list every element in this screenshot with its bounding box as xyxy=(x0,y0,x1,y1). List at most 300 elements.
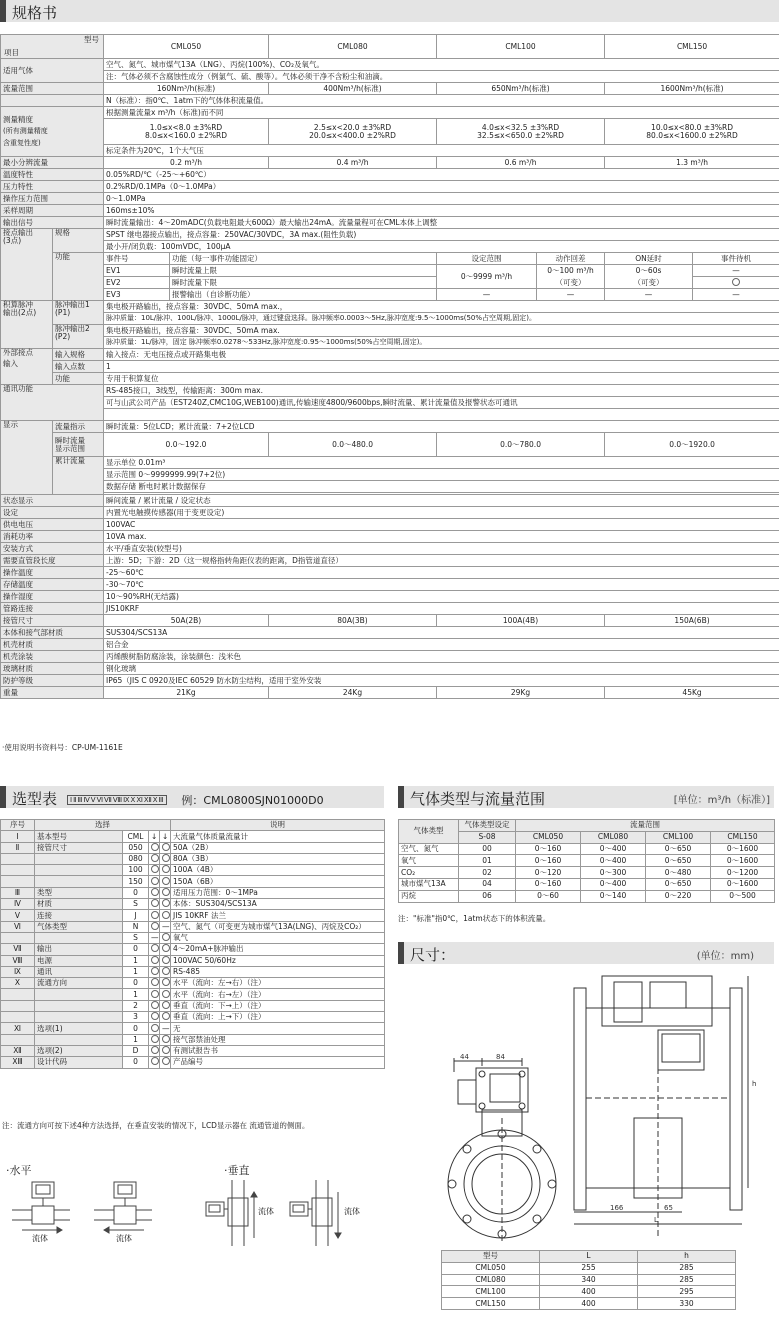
row-value: 0.2%RD/0.1MPa（0～1.0MPa） xyxy=(104,181,779,193)
sel-mark xyxy=(160,910,171,921)
sel-desc: 50A（2B） xyxy=(171,842,385,853)
model-080: CML080 xyxy=(269,35,437,59)
sel-desc: 80A（3B） xyxy=(171,853,385,864)
sel-code: CML xyxy=(123,831,149,842)
sel-code: 3 xyxy=(123,1012,149,1023)
row-value: 可与山武公司产品（EST240Z,CMC10G,WEB100)通讯,传输速度4800/9600bps,瞬时流量、累计流量值及报警状态可通讯 xyxy=(104,397,779,409)
selection-header xyxy=(0,786,384,808)
ev-number: EV3 xyxy=(104,289,170,301)
section-bar xyxy=(398,786,404,808)
acc-050: 1.0≤x<8.0 ±3%RD 8.0≤x<160.0 ±2%RD xyxy=(104,119,269,145)
gas-value: 0～1600 xyxy=(711,843,775,855)
sel-no: Ⅳ xyxy=(1,899,35,910)
selection-row xyxy=(1,944,385,955)
gas-row xyxy=(399,878,775,890)
sel-item xyxy=(35,989,123,1000)
row-value: 100VAC xyxy=(104,519,779,531)
sel-code: 100 xyxy=(123,865,149,876)
flow-word: 流体 xyxy=(344,1207,360,1216)
gas-type: 氧气 xyxy=(399,855,459,867)
sel-item: 输出 xyxy=(35,944,123,955)
sel-desc: 空气、氮气（可变更为城市煤气13A(LNG)、丙烷及CO₂） xyxy=(171,921,385,932)
spec-title: 规格书 xyxy=(12,4,58,22)
row-label: 输入规格 xyxy=(53,349,104,361)
gas-table xyxy=(398,819,775,903)
sel-no xyxy=(1,853,35,864)
dims-head: L xyxy=(540,1251,638,1263)
dims-row xyxy=(442,1298,736,1310)
flow-word: 流体 xyxy=(258,1207,274,1216)
gas-header xyxy=(398,786,774,808)
model-050: CML050 xyxy=(104,35,269,59)
sel-code: N xyxy=(123,921,149,932)
p1-label: 脉冲输出1 (P1) xyxy=(53,301,104,325)
model-150: CML150 xyxy=(605,35,779,59)
sel-mark xyxy=(149,966,160,977)
sel-item: 选项(1) xyxy=(35,1023,123,1034)
row-label: 累计流量 xyxy=(53,457,104,495)
circle-icon xyxy=(162,899,170,907)
sel-mark xyxy=(160,899,171,910)
sel-code: 0 xyxy=(123,978,149,989)
sel-no: Ⅸ xyxy=(1,966,35,977)
row-label: 需要直管段长度 xyxy=(1,555,104,567)
row-value: 标定条件为20℃，1个大气压 xyxy=(104,145,779,157)
ev-head: 功能（每一事件功能固定） xyxy=(170,253,437,265)
vertical-down-diagram xyxy=(290,1180,341,1246)
sel-code: 150 xyxy=(123,876,149,887)
ev-range: — xyxy=(437,289,537,301)
circle-icon xyxy=(162,843,170,851)
sel-desc: 水平（流向：左→右）（注） xyxy=(171,978,385,989)
gas-value: 00 xyxy=(459,843,516,855)
sel-mark xyxy=(149,1057,160,1068)
row-label: 操作温度 xyxy=(1,567,104,579)
sel-desc: 氧气 xyxy=(171,932,385,943)
sel-no xyxy=(1,865,35,876)
sel-code: 080 xyxy=(123,853,149,864)
gas-value: 0～120 xyxy=(516,867,581,879)
selection-row xyxy=(1,899,385,910)
selection-row xyxy=(1,853,385,864)
row-value: 0.4 m³/h xyxy=(269,157,437,169)
sel-mark xyxy=(149,876,160,887)
sel-mark xyxy=(160,876,171,887)
sel-head: 选择 xyxy=(35,820,171,831)
row-value: 10～90%RH(无结露) xyxy=(104,591,779,603)
gas-title: 气体类型与流量范围 xyxy=(410,790,546,808)
row-value: 瞬时流量：5位LCD；累计流量：7+2位LCD xyxy=(104,421,779,433)
sel-desc: 有测试报告书 xyxy=(171,1045,385,1056)
gas-value: 04 xyxy=(459,878,516,890)
dims-title: 尺寸： xyxy=(410,946,456,964)
circle-icon xyxy=(162,888,170,896)
row-value: 瞬间流量 / 累计流量 / 设定状态 xyxy=(104,495,779,507)
acc-100: 4.0≤x<32.5 ±3%RD 32.5≤x<650.0 ±2%RD xyxy=(437,119,605,145)
dim-65: 65 xyxy=(664,1204,673,1212)
sel-item: 材质 xyxy=(35,899,123,910)
row-value: 脉冲质量：1L/脉冲，固定 脉冲频率0.0278～533Hz,脉冲宽度:0.95～1000ms(50%占空周期,固定)。 xyxy=(104,337,779,349)
sel-item xyxy=(35,1012,123,1023)
ev-number: EV2 xyxy=(104,277,170,289)
row-value: 0.0～192.0 xyxy=(104,433,269,457)
row-value: 输入接点：无电压接点或开路集电极 xyxy=(104,349,779,361)
row-value: 400Nm³/h(标准) xyxy=(269,83,437,95)
selection-row xyxy=(1,876,385,887)
sel-mark: — xyxy=(149,932,160,943)
ev-number: EV1 xyxy=(104,265,170,277)
row-label: 供电电压 xyxy=(1,519,104,531)
row-value: 0.0～480.0 xyxy=(269,433,437,457)
sel-item xyxy=(35,865,123,876)
circle-icon xyxy=(151,956,159,964)
front-view xyxy=(574,976,748,1238)
row-value: 集电极开路输出，接点容量：30VDC、50mA max. xyxy=(104,325,779,337)
dims-row xyxy=(442,1262,736,1274)
circle-icon xyxy=(151,1057,159,1065)
dims-head: h xyxy=(638,1251,736,1263)
circle-icon xyxy=(162,990,170,998)
row-value: 水平/垂直安装(较型号) xyxy=(104,543,779,555)
sel-no xyxy=(1,989,35,1000)
row-value: 脉冲质量：10L/脉冲、100L/脉冲、1000L/脉冲，通过键盘选择。脉冲频率0.0003～5Hz,脉冲宽度:9.5～1000ms(50%占空周期,固定)。 xyxy=(104,313,779,325)
sel-desc: 垂直（流向：下→上）（注） xyxy=(171,1000,385,1011)
sel-mark xyxy=(160,842,171,853)
sel-desc: 无 xyxy=(171,1023,385,1034)
row-label: 接管尺寸 xyxy=(1,615,104,627)
row-value: 集电极开路输出，接点容量：30VDC、50mA max.， xyxy=(104,301,779,313)
sel-no: Ⅷ xyxy=(1,955,35,966)
selection-rows xyxy=(1,831,385,1068)
row-label: 显示 xyxy=(1,421,53,495)
row-label: 消耗功率 xyxy=(1,531,104,543)
row-label: 流量范围 xyxy=(1,83,104,95)
gas-value: 0～400 xyxy=(581,843,646,855)
section-bar xyxy=(0,0,6,22)
selection-row xyxy=(1,1023,385,1034)
gas-model: CML050 xyxy=(516,831,581,843)
sel-code: 1 xyxy=(123,1034,149,1045)
row-label: 输出信号 xyxy=(1,217,104,229)
dim-h: h xyxy=(752,1080,757,1088)
side-view xyxy=(448,1058,556,1243)
sel-item xyxy=(35,853,123,864)
sel-desc: 4～20mA+脉冲输出 xyxy=(171,944,385,955)
dims-head: 型号 xyxy=(442,1251,540,1263)
sel-mark xyxy=(160,865,171,876)
sel-no: Ⅵ xyxy=(1,921,35,932)
sel-desc: 150A（6B） xyxy=(171,876,385,887)
flow-word: 流体 xyxy=(116,1234,132,1243)
sel-mark: ↓ xyxy=(160,831,171,842)
selection-row xyxy=(1,989,385,1000)
row-value: 丙烯酸树脂防腐涂装，涂装颜色：浅米色 xyxy=(104,651,779,663)
ext-label: 外部接点 输入 xyxy=(1,349,53,385)
vertical-label: ·垂直 xyxy=(224,1164,250,1177)
sel-mark xyxy=(149,853,160,864)
circle-icon xyxy=(162,877,170,885)
row-label: 压力特性 xyxy=(1,181,104,193)
row-label: 流量指示 xyxy=(53,421,104,433)
sel-mark xyxy=(149,955,160,966)
sel-item xyxy=(35,876,123,887)
circle-icon xyxy=(162,911,170,919)
p2-label: 脉冲输出2 (P2) xyxy=(53,325,104,349)
sel-desc: RS-485 xyxy=(171,966,385,977)
row-label: 温度特性 xyxy=(1,169,104,181)
sel-no: Ⅲ xyxy=(1,887,35,898)
row-value: 上游：5D；下游：2D（这一规格指转角距仪表的距离，D指管道直径） xyxy=(104,555,779,567)
row-value: 50A(2B) xyxy=(104,615,269,627)
flow-word: 流体 xyxy=(32,1234,48,1243)
sel-item xyxy=(35,1034,123,1045)
selection-row xyxy=(1,887,385,898)
row-label: 状态显示 xyxy=(1,495,104,507)
row-value: 显示单位 0.01m³ xyxy=(104,457,779,469)
selection-row xyxy=(1,978,385,989)
selection-note: 注：流通方向可按下述4种方法选择，在垂直安装的情况下，LCD显示器在 流通管道的侧面。 xyxy=(2,1121,310,1130)
sel-desc: 大流量气体质量流量计 xyxy=(171,831,385,842)
row-value: 最小开/闭负载：100mVDC，100μA xyxy=(104,241,779,253)
row-value: 45Kg xyxy=(605,687,779,699)
sel-code: 0 xyxy=(123,1057,149,1068)
sel-item: 通讯 xyxy=(35,966,123,977)
row-label: 设定 xyxy=(1,507,104,519)
row-label: 防护等级 xyxy=(1,675,104,687)
sel-no: Ⅴ xyxy=(1,910,35,921)
sel-code: 050 xyxy=(123,842,149,853)
row-value: 29Kg xyxy=(437,687,605,699)
dims-row xyxy=(442,1274,736,1286)
circle-icon xyxy=(732,278,740,286)
row-value: 150A(6B) xyxy=(605,615,779,627)
sel-mark xyxy=(149,921,160,932)
circle-icon xyxy=(151,911,159,919)
row-value: 钢化玻璃 xyxy=(104,663,779,675)
row-value: 注：气体必须不含腐蚀性成分（例氯气、硫、酸等）。气体必须干净不含粉尘和油滴。 xyxy=(104,71,779,83)
dims-cell: CML080 xyxy=(442,1274,540,1286)
sel-mark xyxy=(149,1045,160,1056)
sel-mark xyxy=(160,1000,171,1011)
circle-icon xyxy=(151,922,159,930)
sel-item: 类型 xyxy=(35,887,123,898)
sel-mark xyxy=(149,910,160,921)
dims-cell: 330 xyxy=(638,1298,736,1310)
ev-head: 动作回差 xyxy=(537,253,605,265)
gas-head: 气体类型 xyxy=(399,820,459,844)
gas-unit: [单位：m³/h（标准）] xyxy=(673,795,770,806)
row-label: 适用气体 xyxy=(1,59,104,83)
row-value: 24Kg xyxy=(269,687,437,699)
row-value: 21Kg xyxy=(104,687,269,699)
dimension-drawing xyxy=(398,968,778,1248)
sel-no: Ⅻ xyxy=(1,1045,35,1056)
sel-no xyxy=(1,1034,35,1045)
code-boxes: ⅠⅡⅢⅣⅤⅥⅦⅧⅨⅩⅪⅫⅩⅢ xyxy=(67,795,167,805)
circle-icon xyxy=(151,1001,159,1009)
gas-value: 0～500 xyxy=(711,890,775,902)
contact-label: 接点输出 (3点) xyxy=(1,229,53,301)
section-bar xyxy=(0,786,6,808)
corner-cell: 型号 项目 xyxy=(1,35,104,59)
gas-value: 01 xyxy=(459,855,516,867)
row-value: 瞬时流量输出：4～20mADC(负载电阻最大600Ω）最大输出24mA。流量量程可在CML本体上调整 xyxy=(104,217,779,229)
row-value: 0.2 m³/h xyxy=(104,157,269,169)
gas-value: 0～160 xyxy=(516,878,581,890)
sel-mark: ↓ xyxy=(149,831,160,842)
circle-icon xyxy=(162,1012,170,1020)
sel-code: S xyxy=(123,932,149,943)
sel-item: 接管尺寸 xyxy=(35,842,123,853)
circle-icon xyxy=(162,978,170,986)
dims-cell: 400 xyxy=(540,1298,638,1310)
sel-mark xyxy=(149,842,160,853)
row-label: 安装方式 xyxy=(1,543,104,555)
ev-delay: — xyxy=(605,289,693,301)
sel-desc: 垂直（流向：上→下）（注） xyxy=(171,1012,385,1023)
dims-cell: 285 xyxy=(638,1262,736,1274)
sel-no xyxy=(1,1012,35,1023)
selection-row xyxy=(1,966,385,977)
ev-standby: — xyxy=(693,265,779,277)
sel-mark xyxy=(160,1057,171,1068)
circle-icon xyxy=(162,933,170,941)
acc-150: 10.0≤x<80.0 ±3%RD 80.0≤x<1600.0 ±2%RD xyxy=(605,119,779,145)
circle-icon xyxy=(162,956,170,964)
circle-icon xyxy=(162,1035,170,1043)
dims-cell: 400 xyxy=(540,1286,638,1298)
dimensions-table xyxy=(441,1250,736,1310)
row-value: 0.6 m³/h xyxy=(437,157,605,169)
sel-mark xyxy=(160,853,171,864)
row-label: 通讯功能 xyxy=(1,385,104,421)
circle-icon xyxy=(151,1035,159,1043)
sel-item: 气体类型 xyxy=(35,921,123,932)
sel-mark xyxy=(149,1000,160,1011)
sel-desc: 100VAC 50/60Hz xyxy=(171,955,385,966)
sel-desc: 接气部禁油处理 xyxy=(171,1034,385,1045)
circle-icon xyxy=(162,1001,170,1009)
ev-head: 事件号 xyxy=(104,253,170,265)
sel-mark xyxy=(149,865,160,876)
sel-desc: 产品编号 xyxy=(171,1057,385,1068)
row-value: 根据测量流量x m³/h（标准)而不同 xyxy=(104,107,779,119)
circle-icon xyxy=(151,944,159,952)
row-value: 1 xyxy=(104,361,779,373)
horizontal-lr-diagram xyxy=(12,1182,70,1233)
row-value: 内置光电触摸传感器(用于变更设定) xyxy=(104,507,779,519)
vertical-up-diagram xyxy=(206,1180,257,1246)
row-value: 160ms±10% xyxy=(104,205,779,217)
sel-desc: JIS 10KRF 法兰 xyxy=(171,910,385,921)
row-value xyxy=(104,409,779,421)
sel-code: 1 xyxy=(123,966,149,977)
sel-item: 电源 xyxy=(35,955,123,966)
sel-desc: 本体：SUS304/SCS13A xyxy=(171,899,385,910)
row-label: 重量 xyxy=(1,687,104,699)
gas-value: 0～400 xyxy=(581,855,646,867)
dim-L: L xyxy=(654,1216,658,1224)
accuracy-label: 测量精度 (所有测量精度 含重复性度) xyxy=(1,107,104,157)
gas-value: 0～1600 xyxy=(711,878,775,890)
circle-icon xyxy=(162,854,170,862)
sel-code: 1 xyxy=(123,955,149,966)
sel-no xyxy=(1,1000,35,1011)
flow-direction-diagrams xyxy=(0,1178,384,1248)
gas-value: 0～1600 xyxy=(711,855,775,867)
row-label: 功能 xyxy=(53,373,104,385)
gas-value: 0～480 xyxy=(646,867,711,879)
gas-note: 注："标准"指0℃，1atm状态下的体积流量。 xyxy=(398,914,551,923)
sel-mark xyxy=(149,1012,160,1023)
row-label: 操作湿度 xyxy=(1,591,104,603)
row-value: 1.3 m³/h xyxy=(605,157,779,169)
row-label: 功能 xyxy=(53,253,104,301)
sel-mark xyxy=(160,944,171,955)
selection-row xyxy=(1,1012,385,1023)
ev-head: ON延时 xyxy=(605,253,693,265)
gas-row xyxy=(399,855,775,867)
gas-value: 0～160 xyxy=(516,855,581,867)
gas-value: 0～60 xyxy=(516,890,581,902)
pulse-label: 积算脉冲 输出(2点) xyxy=(1,301,53,349)
sel-code: J xyxy=(123,910,149,921)
selection-row xyxy=(1,831,385,842)
selection-row xyxy=(1,1045,385,1056)
circle-icon xyxy=(151,1012,159,1020)
row-value: 数据存储 断电时累计数据保存 xyxy=(104,481,779,493)
ev-function: 瞬时流量上限 xyxy=(170,265,437,277)
sel-mark xyxy=(160,932,171,943)
gas-row xyxy=(399,843,775,855)
row-value: 0～1.0MPa xyxy=(104,193,779,205)
sel-mark xyxy=(149,978,160,989)
sel-code: S xyxy=(123,899,149,910)
sel-code: D xyxy=(123,1045,149,1056)
ev-function: 报警输出（自诊断功能） xyxy=(170,289,437,301)
gas-type: 空气、氮气 xyxy=(399,843,459,855)
row-label xyxy=(1,95,104,107)
circle-icon xyxy=(151,1046,159,1054)
row-value: -30～70℃ xyxy=(104,579,779,591)
sel-code: 0 xyxy=(123,887,149,898)
circle-icon xyxy=(162,1057,170,1065)
sel-mark xyxy=(149,1023,160,1034)
gas-value: 02 xyxy=(459,867,516,879)
dims-row xyxy=(442,1286,736,1298)
row-value: 80A(3B) xyxy=(269,615,437,627)
selection-table xyxy=(0,819,385,1069)
ev-standby xyxy=(693,277,779,289)
sel-item: 流通方向 xyxy=(35,978,123,989)
selection-row xyxy=(1,921,385,932)
sel-no: Ⅺ xyxy=(1,1023,35,1034)
gas-head: 气体类型设定 xyxy=(459,820,516,832)
dims-cell: CML150 xyxy=(442,1298,540,1310)
gas-model: CML080 xyxy=(581,831,646,843)
circle-icon xyxy=(151,877,159,885)
dims-header xyxy=(398,942,774,964)
dim-166: 166 xyxy=(610,1204,624,1212)
row-value: -25～60℃ xyxy=(104,567,779,579)
row-value: 0.0～1920.0 xyxy=(605,433,779,457)
sel-item: 连接 xyxy=(35,910,123,921)
row-label: 机壳涂装 xyxy=(1,651,104,663)
sel-mark xyxy=(160,955,171,966)
gas-value: 0～650 xyxy=(646,855,711,867)
row-value: 1600Nm³/h(标准) xyxy=(605,83,779,95)
horizontal-label: ·水平 xyxy=(6,1164,32,1177)
